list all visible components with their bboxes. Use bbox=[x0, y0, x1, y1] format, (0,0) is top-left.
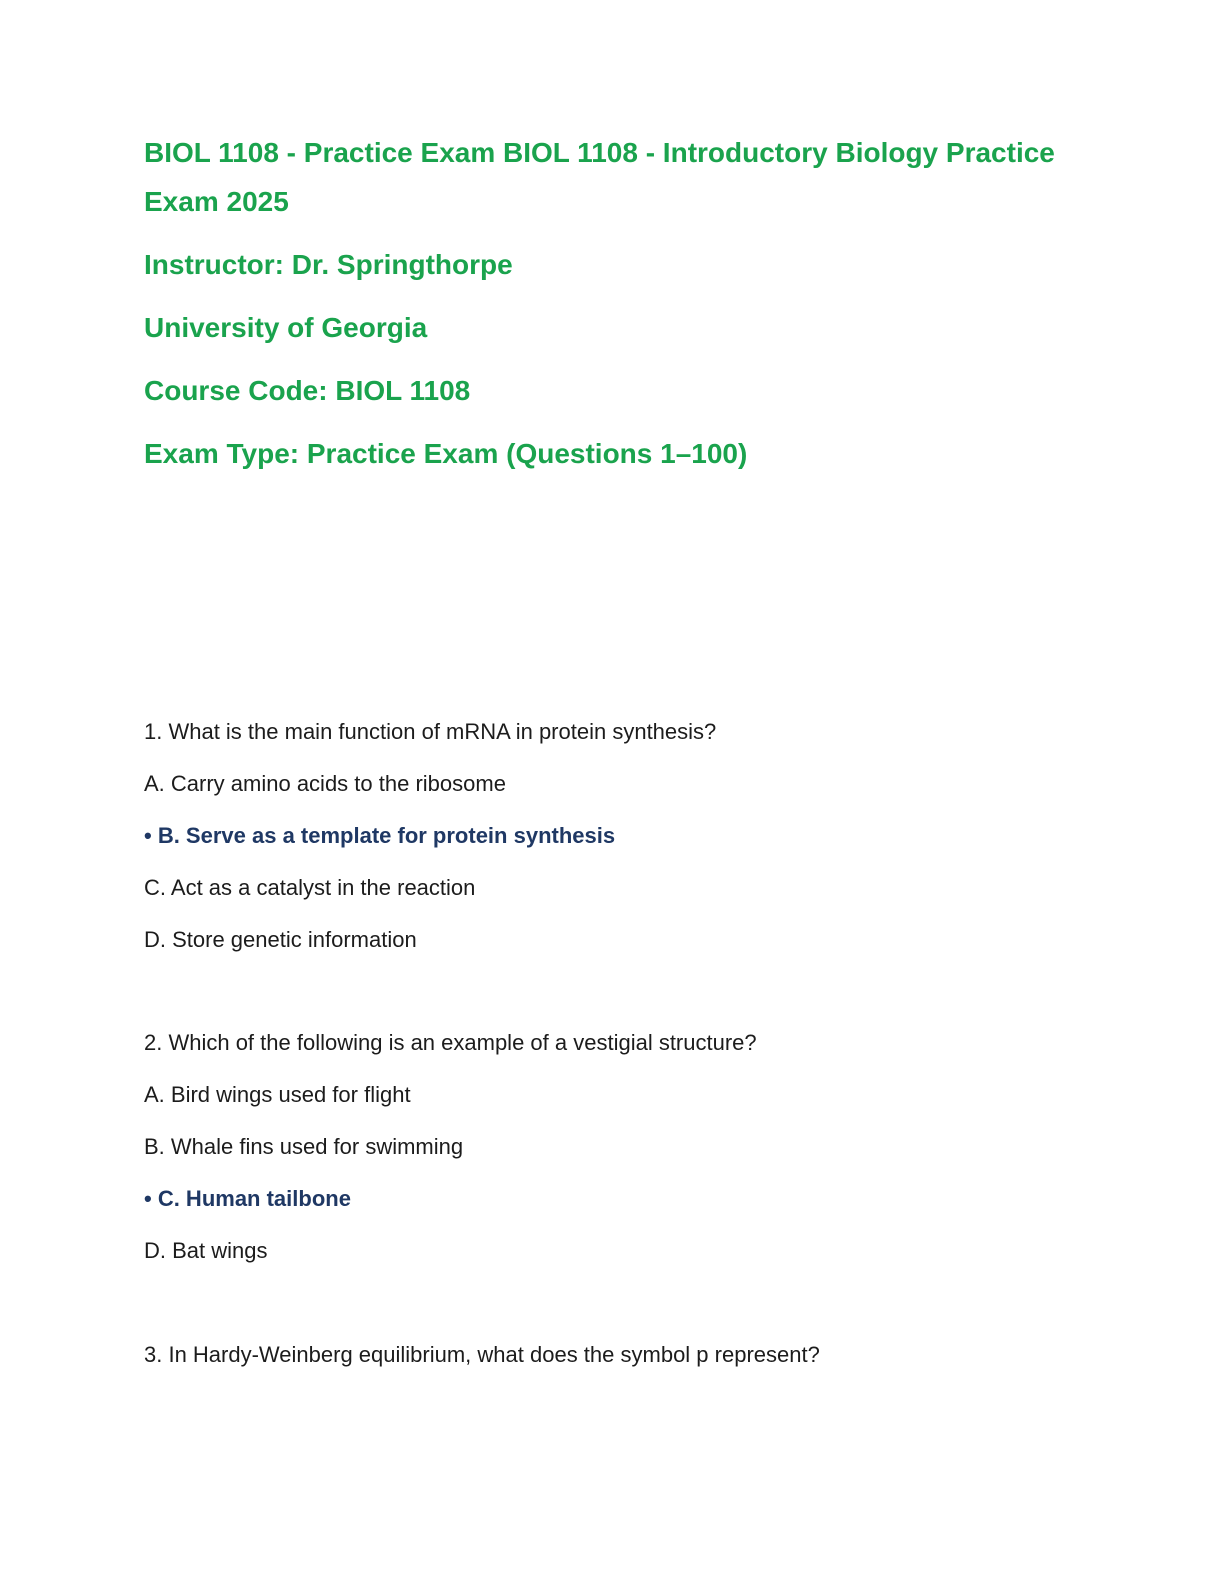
question-1-option-d: D. Store genetic information bbox=[144, 926, 417, 952]
question-1-text: 1. What is the main function of mRNA in protein synthesis? bbox=[144, 719, 717, 744]
question-1-option-a: A. Carry amino acids to the ribosome bbox=[144, 770, 506, 796]
document-title: BIOL 1108 - Practice Exam BIOL 1108 - Introductory Biology Practice Exam 2025 bbox=[144, 137, 1055, 217]
question-2-option-a: A. Bird wings used for flight bbox=[144, 1082, 411, 1108]
question-3-text: 3. In Hardy-Weinberg equilibrium, what does the symbol p represent? bbox=[144, 1341, 820, 1367]
question-2-option-d: D. Bat wings bbox=[144, 1238, 268, 1264]
document-header bbox=[144, 128, 1080, 478]
question-2-option-c-marked-answer: • C. Human tailbone bbox=[144, 1186, 351, 1212]
question-3 bbox=[144, 1339, 1080, 1371]
question-1-option-c: C. Act as a catalyst in the reaction bbox=[144, 874, 476, 900]
question-2 bbox=[144, 1027, 1080, 1266]
question-1-option-b-marked-answer: • B. Serve as a template for protein synthesis bbox=[144, 822, 616, 848]
questions-section bbox=[144, 716, 1080, 1371]
exam-type-line: Exam Type: Practice Exam (Questions 1–100) bbox=[144, 438, 748, 469]
question-2-text: 2. Which of the following is an example of a vestigial structure? bbox=[144, 1030, 757, 1056]
course-code-line: Course Code: BIOL 1108 bbox=[144, 375, 471, 406]
instructor-line: Instructor: Dr. Springthorpe bbox=[144, 249, 513, 280]
question-2-option-b: B. Whale fins used for swimming bbox=[144, 1134, 464, 1160]
university-line: University of Georgia bbox=[144, 312, 428, 343]
question-1 bbox=[144, 716, 1080, 955]
